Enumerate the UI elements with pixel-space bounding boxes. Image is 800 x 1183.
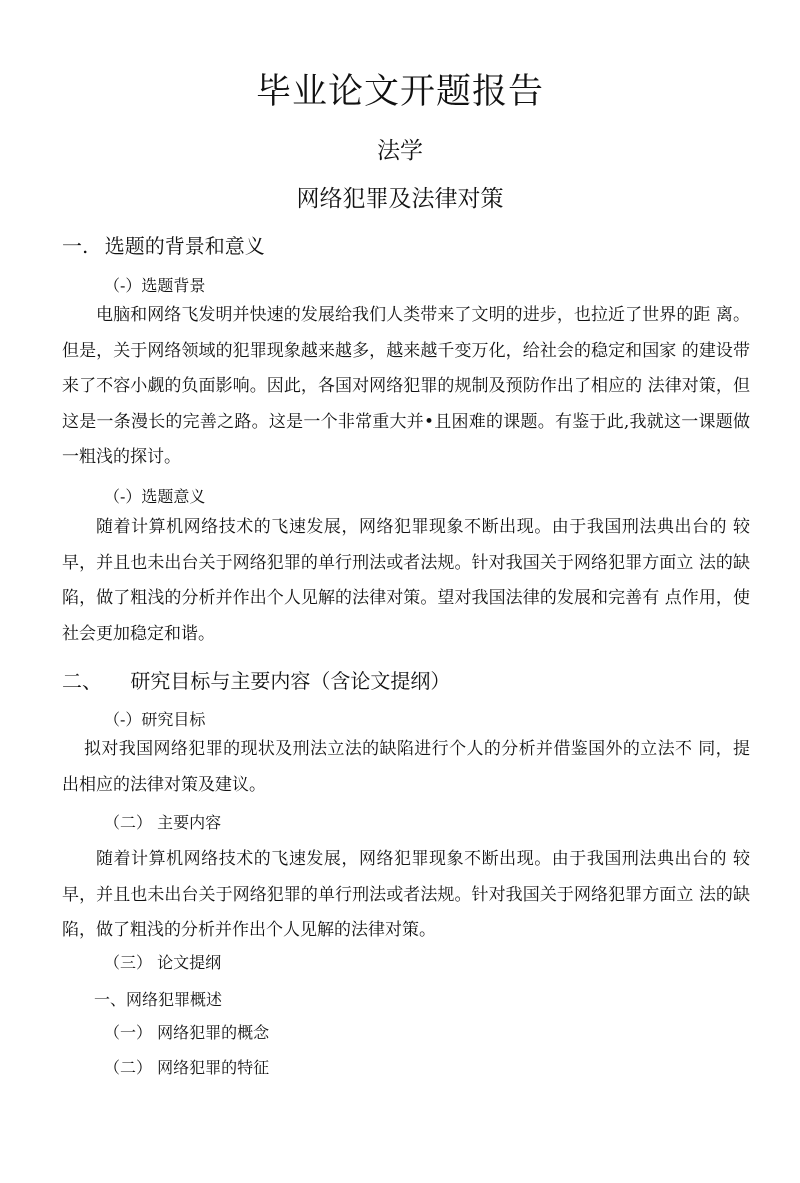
- section-1-title: 选题的背景和意义: [104, 234, 265, 258]
- major-label: 法学: [377, 138, 423, 164]
- section-1-number: 一.: [62, 234, 89, 258]
- section-1-sub-background: （-）选题背景: [104, 276, 206, 295]
- section-2-heading: [62, 665, 450, 694]
- outline-item-2: （一） 网络犯罪的概念: [104, 1023, 270, 1042]
- section-1-heading: [62, 230, 265, 259]
- outline-item-1: 一、网络犯罪概述: [94, 990, 223, 1009]
- section-2-goals-paragraph: 拟对我国网络犯罪的现状及刑法立法的缺陷进行个人的分析并借鉴国外的立法不 同，提出相应的法律对策及建议。: [62, 739, 750, 795]
- section-2-sub-content: （二） 主要内容: [104, 813, 222, 832]
- thesis-topic: 网络犯罪及法律对策: [296, 186, 504, 212]
- section-2-title: 研究目标与主要内容（含论文提纲）: [130, 669, 451, 693]
- section-1-significance-paragraph: 随着计算机网络技术的飞速发展，网络犯罪现象不断出现。由于我国刑法典出台的 较早，并且也未出台关于网络犯罪的单行刑法或者法规。针对我国关于网络犯罪方面立 法的缺陷，做了粗浅的分析并作出个人见解的法律对策。望对我国法律的发展和完善有 点作用，使社会更加稳定和谐。: [62, 517, 750, 644]
- section-2-content-paragraph: 随着计算机网络技术的飞速发展，网络犯罪现象不断出现。由于我国刑法典出台的 较早，并且也未出台关于网络犯罪的单行刑法或者法规。针对我国关于网络犯罪方面立 法的缺陷，做了粗浅的分析并作出个人见解的法律对策。: [62, 849, 750, 940]
- document-title: 毕业论文开题报告: [255, 72, 544, 112]
- section-2-sub-goals: （-）研究目标: [104, 710, 206, 729]
- section-2-sub-outline: （三） 论文提纲: [104, 953, 222, 972]
- section-1-sub-significance: （-）选题意义: [104, 487, 206, 506]
- outline-item-3: （二） 网络犯罪的特征: [104, 1058, 270, 1077]
- section-2-number: 二、: [62, 669, 102, 693]
- section-1-background-paragraph: 电脑和网络飞发明并快速的发展给我们人类带来了文明的进步，也拉近了世界的距 离。但是，关于网络领域的犯罪现象越来越多，越来越千变万化，给社会的稳定和国家 的建设带来了不容小觑的负面影响。因此，各国对网络犯罪的规制及预防作出了相应的 法律对策，但这是一条漫长的完善之路。这是一个非常重大并•且困难的课题。有鉴于此,我就这一课题做一粗浅的探讨。: [62, 305, 750, 467]
